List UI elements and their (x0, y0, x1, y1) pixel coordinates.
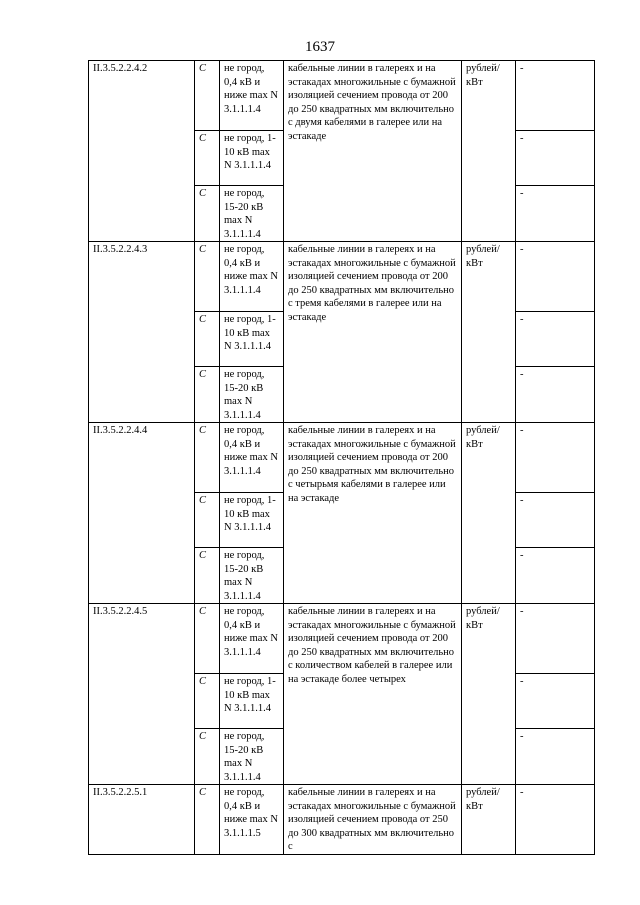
category-cell: С (195, 729, 220, 785)
description-cell: кабельные линии в галереях и на эстакадах многожильные с бумажной изоляцией сечением провода от 200 до 250 квадратных мм включительно с четырьмя кабелями в галерее или на эстакаде (284, 423, 462, 604)
value-cell: - (516, 548, 595, 604)
condition-cell: не город, 1-10 кВ max N 3.1.1.1.4 (220, 493, 284, 548)
condition-cell: не город, 1-10 кВ max N 3.1.1.1.4 (220, 131, 284, 186)
tariff-table (88, 60, 595, 855)
category-cell: С (195, 186, 220, 242)
description-cell: кабельные линии в галереях и на эстакадах многожильные с бумажной изоляцией сечением провода от 250 до 300 квадратных мм включительно с (284, 785, 462, 855)
value-cell: - (516, 493, 595, 548)
condition-cell: не город, 0,4 кВ и ниже max N 3.1.1.1.4 (220, 423, 284, 493)
category-cell: С (195, 61, 220, 131)
item-code: II.3.5.2.2.4.3 (89, 242, 195, 423)
item-code: II.3.5.2.2.4.4 (89, 423, 195, 604)
unit-cell: рублей/ кВт (462, 61, 516, 242)
value-cell: - (516, 423, 595, 493)
condition-cell: не город, 0,4 кВ и ниже max N 3.1.1.1.5 (220, 785, 284, 855)
value-cell: - (516, 729, 595, 785)
description-cell: кабельные линии в галереях и на эстакадах многожильные с бумажной изоляцией сечением провода от 200 до 250 квадратных мм включительно с тремя кабелями в галерее или на эстакаде (284, 242, 462, 423)
value-cell: - (516, 131, 595, 186)
category-cell: С (195, 423, 220, 493)
category-cell: С (195, 312, 220, 367)
category-cell: С (195, 785, 220, 855)
category-cell: С (195, 493, 220, 548)
table-row (89, 785, 595, 855)
table-row (89, 61, 595, 131)
value-cell: - (516, 61, 595, 131)
condition-cell: не город, 15-20 кВ max N 3.1.1.1.4 (220, 367, 284, 423)
condition-cell: не город, 15-20 кВ max N 3.1.1.1.4 (220, 548, 284, 604)
category-cell: С (195, 674, 220, 729)
condition-cell: не город, 1-10 кВ max N 3.1.1.1.4 (220, 674, 284, 729)
value-cell: - (516, 674, 595, 729)
item-code: II.3.5.2.2.4.2 (89, 61, 195, 242)
category-cell: С (195, 367, 220, 423)
condition-cell: не город, 15-20 кВ max N 3.1.1.1.4 (220, 729, 284, 785)
table-row (89, 604, 595, 674)
condition-cell: не город, 1-10 кВ max N 3.1.1.1.4 (220, 312, 284, 367)
value-cell: - (516, 604, 595, 674)
table-row (89, 423, 595, 493)
category-cell: С (195, 242, 220, 312)
unit-cell: рублей/ кВт (462, 423, 516, 604)
condition-cell: не город, 0,4 кВ и ниже max N 3.1.1.1.4 (220, 604, 284, 674)
condition-cell: не город, 0,4 кВ и ниже max N 3.1.1.1.4 (220, 61, 284, 131)
table-row (89, 242, 595, 312)
description-cell: кабельные линии в галереях и на эстакадах многожильные с бумажной изоляцией сечением провода от 200 до 250 квадратных мм включительно с двумя кабелями в галерее или на эстакаде (284, 61, 462, 242)
tariff-table-body (89, 61, 595, 855)
unit-cell: рублей/ кВт (462, 242, 516, 423)
category-cell: С (195, 548, 220, 604)
category-cell: С (195, 131, 220, 186)
item-code: II.3.5.2.2.5.1 (89, 785, 195, 855)
value-cell: - (516, 242, 595, 312)
category-cell: С (195, 604, 220, 674)
value-cell: - (516, 367, 595, 423)
description-cell: кабельные линии в галереях и на эстакадах многожильные с бумажной изоляцией сечением провода от 200 до 250 квадратных мм включительно с количеством кабелей в галерее или на эстакаде более четырех (284, 604, 462, 785)
page-number: 1637 (305, 39, 335, 55)
value-cell: - (516, 186, 595, 242)
condition-cell: не город, 0,4 кВ и ниже max N 3.1.1.1.4 (220, 242, 284, 312)
unit-cell: рублей/ кВт (462, 785, 516, 855)
item-code: II.3.5.2.2.4.5 (89, 604, 195, 785)
condition-cell: не город, 15-20 кВ max N 3.1.1.1.4 (220, 186, 284, 242)
value-cell: - (516, 312, 595, 367)
unit-cell: рублей/ кВт (462, 604, 516, 785)
value-cell: - (516, 785, 595, 855)
